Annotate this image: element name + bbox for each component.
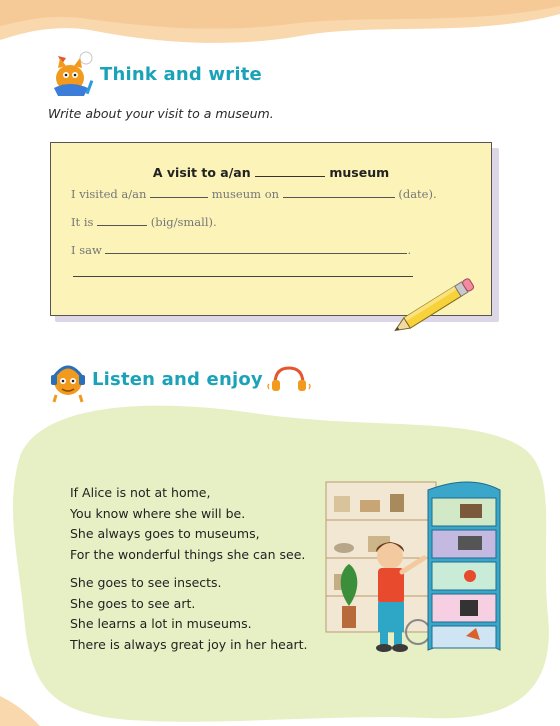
think-and-write-header: [48, 50, 262, 98]
worksheet-line-3: I saw .: [71, 243, 412, 257]
worksheet-title: A visit to a/an museum: [152, 165, 390, 180]
poem-line: She goes to see insects.: [70, 575, 222, 590]
listen-and-enjoy-title: Listen and enjoy: [92, 368, 263, 390]
poem-stanza-1: [70, 483, 308, 565]
poem-line: For the wonderful things she can see.: [70, 546, 306, 562]
museum-type-blank: [150, 197, 208, 198]
saw-blank: [105, 253, 407, 254]
extra-writing-line: [73, 276, 413, 277]
worksheet-line-2: It is (big/small).: [71, 215, 217, 229]
think-and-write-title: Think and write: [100, 63, 262, 85]
worksheet-line-1: I visited a/an museum on (date).: [71, 187, 437, 201]
cat-mascot-icon: [48, 50, 98, 98]
poem-line: She always goes to museums,: [70, 526, 260, 541]
title-blank: [255, 176, 325, 177]
poem-line: If Alice is not at home,: [70, 485, 211, 500]
headphones-icon: [267, 364, 311, 394]
museum-illustration: [320, 460, 520, 660]
pencil-icon: [385, 275, 481, 341]
size-blank: [97, 225, 147, 226]
date-blank: [283, 197, 395, 198]
poem-stanza-2: [70, 573, 308, 655]
poem-line: She goes to see art.: [70, 595, 196, 611]
poem: [70, 483, 308, 655]
instruction-text: Write about your visit to a museum.: [48, 106, 274, 121]
poem-line: You know where she will be.: [70, 505, 246, 521]
poem-line: She learns a lot in museums.: [70, 616, 252, 631]
poem-line: There is always great joy in her heart.: [70, 636, 308, 652]
